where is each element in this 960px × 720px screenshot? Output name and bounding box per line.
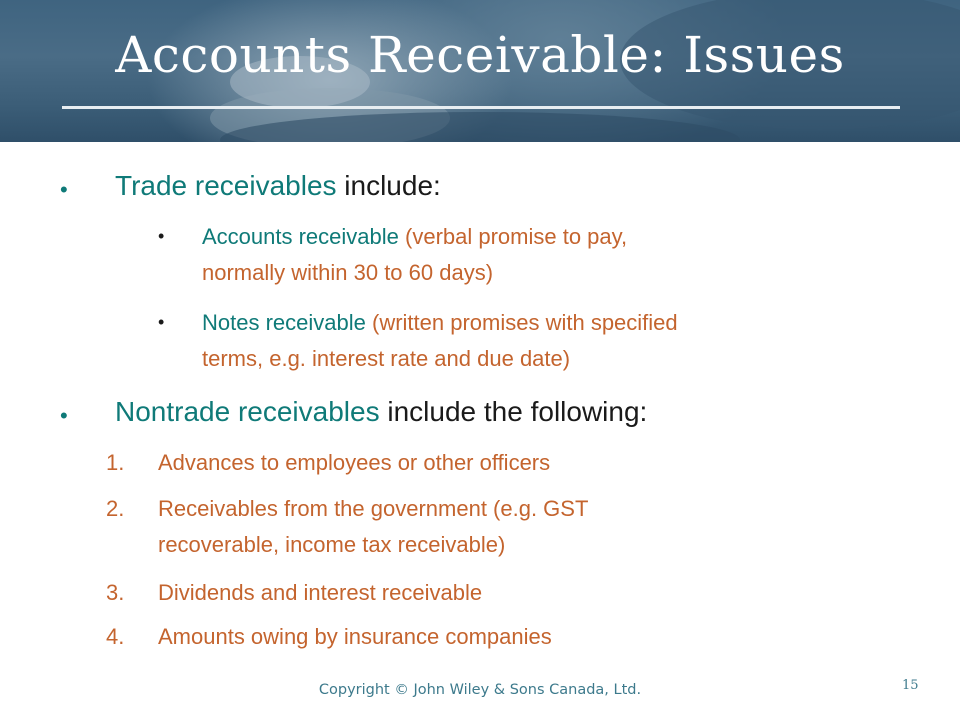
term-accounts-receivable: Accounts receivable <box>202 224 399 249</box>
list-item-insurance: Amounts owing by insurance companies <box>158 624 552 649</box>
sub-bullet-marker: • <box>158 312 165 332</box>
list-number: 3. <box>106 580 125 605</box>
notes-detail-line1: (written promises with specified <box>365 310 678 335</box>
slide-title: Accounts Receivable: Issues <box>115 26 845 84</box>
list-item-government-line1: Receivables from the government (e.g. GST <box>158 496 589 521</box>
trade-rest: include: <box>336 170 441 201</box>
bullet-marker: • <box>60 177 68 202</box>
notes-detail-line2: terms, e.g. interest rate and due date) <box>202 346 571 371</box>
copyright-footer: Copyright © John Wiley & Sons Canada, Ltd. <box>318 682 642 698</box>
list-item-government-line2: recoverable, income tax receivable) <box>158 532 506 557</box>
term-trade-receivables: Trade receivables <box>115 170 337 201</box>
sub-bullet-marker: • <box>158 226 165 246</box>
ar-detail-line2: normally within 30 to 60 days) <box>202 260 494 285</box>
list-number: 1. <box>106 450 125 475</box>
list-item-advances: Advances to employees or other officers <box>158 450 551 475</box>
bullet-nontrade-receivables <box>115 396 647 428</box>
sub-bullet-accounts-receivable <box>202 224 627 250</box>
list-item-dividends: Dividends and interest receivable <box>158 580 483 605</box>
bullet-marker: • <box>60 403 68 428</box>
term-nontrade-receivables: Nontrade receivables <box>115 396 380 427</box>
list-number: 2. <box>106 496 125 521</box>
bullet-trade-receivables <box>115 170 441 202</box>
sub-bullet-notes-receivable <box>202 310 678 336</box>
term-notes-receivable: Notes receivable <box>202 310 366 335</box>
page-number: 15 <box>902 678 919 693</box>
ar-detail-line1: (verbal promise to pay, <box>398 224 628 249</box>
nontrade-rest: include the following: <box>379 396 648 427</box>
list-number: 4. <box>106 624 125 649</box>
